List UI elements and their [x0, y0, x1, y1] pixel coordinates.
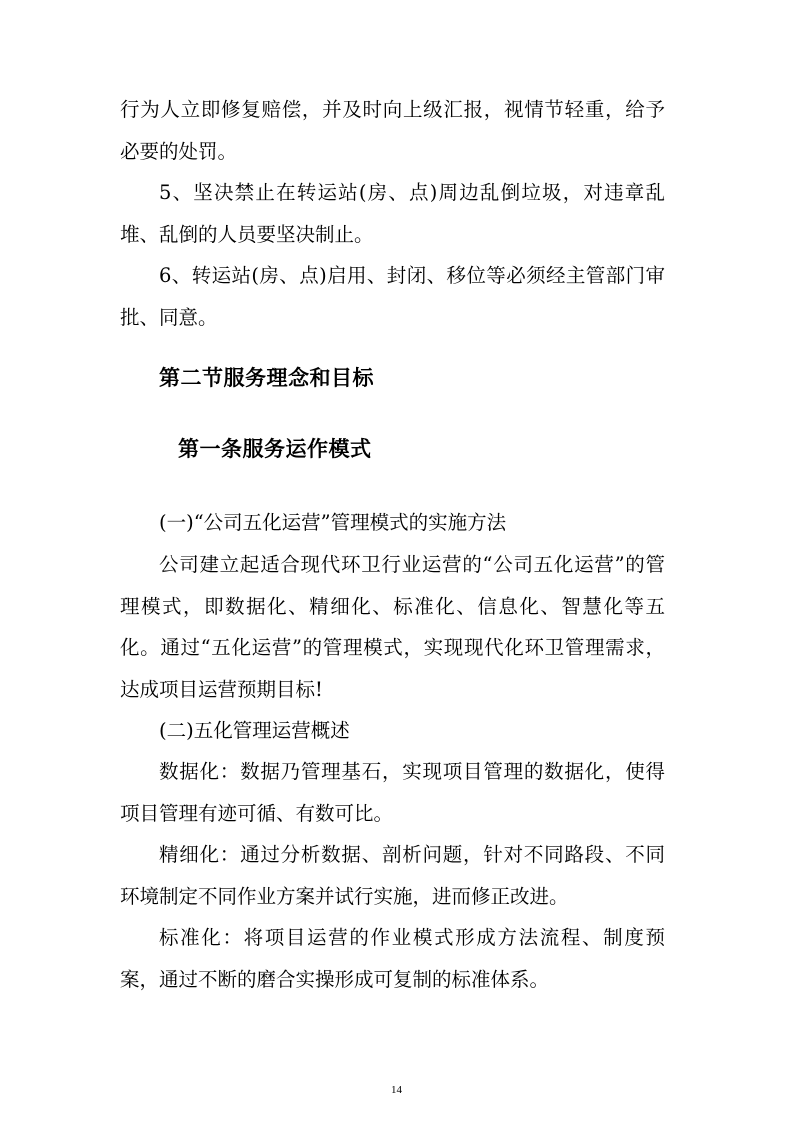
subsection-title-1: (一)“公司五化运营”管理模式的实施方法: [159, 511, 507, 534]
subsection-title-2: (二)五化管理运营概述: [159, 719, 350, 742]
rule-paragraph-5: 5、坚决禁止在转运站(房、点)周边乱倒垃圾，对违章乱堆、乱倒的人员要坚决制止。: [120, 181, 665, 246]
overview-item-standardization: 标准化：将项目运营的作业模式形成方法流程、制度预案，通过不断的磨合实操形成可复制的标准体系。: [120, 926, 665, 991]
overview-item-data: 数据化：数据乃管理基石，实现项目管理的数据化，使得项目管理有迹可循、有数可比。: [120, 760, 665, 825]
section-heading: 第二节服务理念和目标: [159, 365, 374, 390]
overview-item-refinement: 精细化：通过分析数据、剖析问题，针对不同路段、不同环境制定不同作业方案并试行实施，进而修正改进。: [120, 843, 665, 908]
page-number: 14: [391, 1084, 402, 1096]
article-heading: 第一条服务运作模式: [178, 436, 372, 461]
rule-paragraph-6: 6、转运站(房、点)启用、封闭、移位等必须经主管部门审批、同意。: [120, 264, 665, 329]
subsection-paragraph-1: 公司建立起适合现代环卫行业运营的“公司五化运营”的管理模式，即数据化、精细化、标准化、信息化、智慧化等五化。通过“五化运营”的管理模式，实现现代化环卫管理需求，达成项目运营预期目标!: [120, 553, 665, 701]
continuation-paragraph: 行为人立即修复赔偿，并及时向上级汇报，视情节轻重，给予必要的处罚。: [120, 98, 665, 163]
